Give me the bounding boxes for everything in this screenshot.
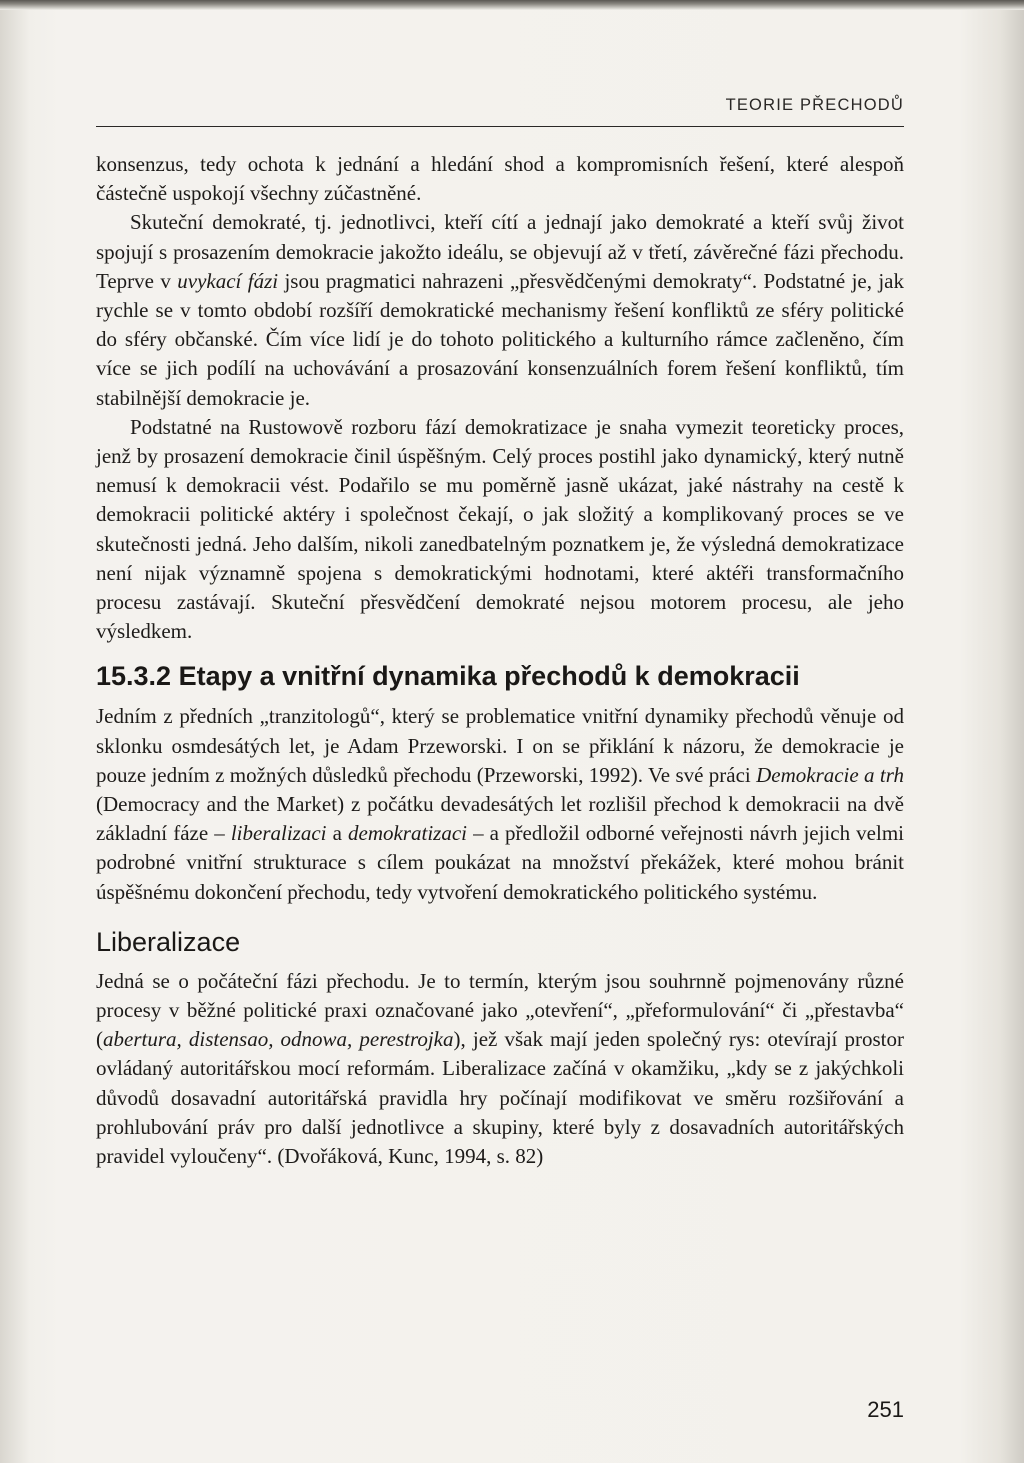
paragraph-rustow: Podstatné na Rustowově rozboru fází demokratizace je snaha vymezit teoreticky proces, jenž by prosazení demokracie činil úspěšným. Celý proces postihl jako dynamický, který nutně nemusí k demokracii vést. Podařilo se mu poměrně jasně ukázat, jaké nástrahy na cestě k demokracii politické aktéry i společnost čekají, o jak složitý a komplikovaný proces se ve skutečnosti jedná. Jeho dalším, nikoli zanedbatelným poznatkem je, že výsledná demokratizace není nijak významně spojena s demokratickými hodnotami, které aktéři transformačního procesu zastávají. Skuteční přesvědčení demokraté nejsou motorem procesu, ale jeho výsledkem.	[96, 414, 904, 644]
subsection-heading: Liberalizace	[96, 926, 241, 957]
header-rule	[96, 126, 904, 127]
paragraph-text: (Democracy and the Market) z počátku devadesátých let rozlišil přechod k demokracii na dvě základní fáze –	[96, 792, 904, 846]
paragraph-text: – a předložil odborné veřejnosti návrh jejich velmi podrobné vnitřní strukturace s cílem poukázat na množství překážek, které mohou bránit úspěšnému dokončení přechodu, tedy vytvoření demokratického politického systému.	[96, 821, 904, 904]
page-top-edge	[0, 0, 1024, 10]
italic-term: liberalizaci	[230, 821, 327, 846]
italic-title: Demokracie a trh	[756, 762, 905, 787]
paragraph-text: Jedná se o počáteční fázi přechodu. Je to termín, kterým jsou souhrnně pojmenovány různé procesy v běžné politické praxi označované jako „otevření“, „přeformulování“ či „přestavba“ (	[96, 968, 904, 1052]
running-head: TEORIE PŘECHODŮ	[725, 96, 904, 114]
page-content	[96, 150, 904, 1171]
paragraph-text: Skuteční demokraté, tj. jednotlivci, kteří cítí a jednají jako demokraté a kteří svůj život spojují s prosazením demokracie jakožto ideálu, se objevují až v třetí, závěrečné fázi přechodu. Teprve v	[96, 210, 904, 293]
paragraph-continuation: konsenzus, tedy ochota k jednání a hledání shod a kompromisních řešení, které alespoň částečně uspokojí všechny zúčastněné.	[96, 152, 904, 206]
italic-term: uvykací fázi	[177, 268, 279, 293]
paragraph-przeworski	[96, 702, 904, 906]
page-number: 251	[867, 1397, 904, 1422]
paragraph-text: a	[326, 821, 348, 846]
section-heading: 15.3.2 Etapy a vnitřní dynamika přechodů k demokracii	[96, 661, 800, 692]
italic-term: demokratizaci	[348, 821, 467, 846]
paragraph-skutecni-demokrate	[96, 208, 904, 412]
paragraph-liberalizace	[96, 967, 904, 1171]
paragraph-text: jsou pragmatici nahrazeni „přesvědčenými demokraty“. Podstatné je, jak rychle se v tomto období rozšíří demokratické mechanismy řešení konfliktů ze sféry politické do sféry občanské. Čím více lidí je do tohoto politického a kulturního rámce začleněno, čím více se jich podílí na uchovávání a prosazování konsenzuálních forem řešení konfliktů, tím stabilnější demokracie je.	[96, 268, 905, 410]
paragraph-text: Jedním z předních „tranzitologů“, který se problematice vnitřní dynamiky přechodů věnuje od sklonku osmdesátých let, je Adam Przeworski. I on se přiklání k názoru, že demokracie je pouze jedním z možných důsledků přechodu (Przeworski, 1992). Ve své práci	[96, 704, 904, 787]
italic-terms: abertura, distensao, odnowa, perestrojka	[103, 1027, 454, 1052]
paragraph-text: ), jež však mají jeden společný rys: otevírají prostor ovládaný autoritářskou mocí reformám. Liberalizace začíná v okamžiku, „kdy se z jakýchkoli důvodů dosavadní autoritářská pravidla hry počínají modifikovat ve směru rozšiřování a prohlubování práv pro další jednotlivce a skupiny, které byly z dosavadních autoritářských pravidel vyloučeny“. (Dvořáková, Kunc, 1994, s. 82)	[96, 1027, 904, 1169]
